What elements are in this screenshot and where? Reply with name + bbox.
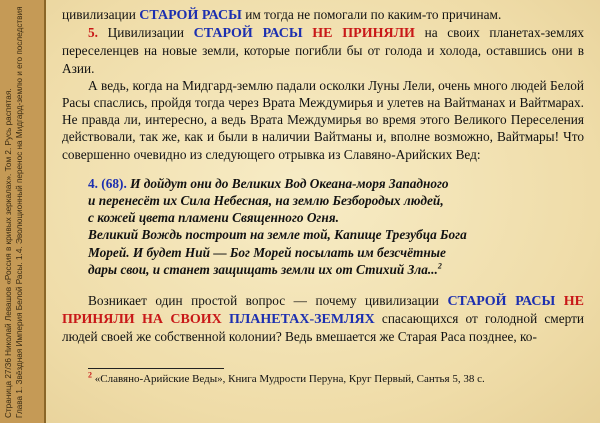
text: цивилизации bbox=[62, 7, 140, 22]
highlight-old-race: СТАРОЙ РАСЫ bbox=[447, 294, 556, 310]
paragraph-3: А ведь, когда на Мидгард-землю падали осколки Луны Лели, очень много людей Белой Расы спаслись, пройдя тогда через Врата Междумирья и улетев на Вайтманах и Вайтмарах. Не правда ли, интересно, а ведь Врата Междумирья во время этого Великого Переселения действовали, так же, как и были в наличии Вайтманы и, вполне возможно, Вайтмары! Что совершенно очевидно из следующего отрывка из Славяно-Арийских Вед: bbox=[62, 77, 584, 162]
item-number: 5. bbox=[88, 25, 98, 41]
quote-text: И дойдут они до Великих Вод Океана-моря Западного bbox=[126, 175, 449, 191]
highlight-not-accepted: НЕ ПРИНЯЛИ bbox=[312, 26, 415, 42]
footnote-text: «Славяно-Арийские Веды», Книга Мудрости Перуна, Круг Первый, Сантья 5, 38 с. bbox=[92, 372, 485, 385]
text bbox=[303, 25, 313, 40]
sidebar-chapter-line: Глава 1. Звёздная Империя Белой Расы. 1.4. Эволюционный перенос на Мидгард-землю и его последствия bbox=[15, 6, 24, 418]
paragraph-2 bbox=[62, 24, 584, 77]
footnote-number: 2 bbox=[88, 370, 92, 379]
text bbox=[222, 311, 229, 326]
quote-line: и перенесёт их Сила Небесная, на землю Безбородых людей, bbox=[88, 193, 444, 209]
quote-line: Великий Вождь построит на земле той, Капище Трезубца Бога bbox=[88, 227, 467, 243]
text: на своих планетах-землях переселенцев на новые земли, которые погибли бы от голода и холода, оставшись они в Азии. bbox=[62, 25, 584, 76]
text: Цивилизации bbox=[97, 25, 194, 41]
quote-line: с кожей цвета пламени Священного Огня. bbox=[88, 210, 339, 226]
document-body bbox=[62, 6, 584, 386]
sidebar-title-line: Страница 27/36 Николай Левашов «Россия в кривых зеркалах». Том 2. Русь распятая. bbox=[4, 88, 13, 418]
page-sidebar bbox=[0, 0, 46, 423]
quote-text: дары свои, и станет защищать земли их от Стихий Зла... bbox=[88, 261, 438, 277]
text: им тогда не помогали по каким-то причинам. bbox=[241, 7, 502, 22]
highlight-old-race: СТАРОЙ РАСЫ bbox=[139, 8, 242, 23]
footnote-ref[interactable]: 2 bbox=[437, 261, 442, 271]
quote-line bbox=[88, 175, 584, 192]
paragraph-4 bbox=[62, 292, 584, 346]
footnote-divider bbox=[88, 368, 224, 369]
text: спасающихся от голодной смерти людей своей же собственной колонии? Ведь вмешается же Старая Раса позднее, ко- bbox=[62, 311, 584, 345]
quote-line bbox=[88, 261, 584, 278]
highlight-not-accepted: НЕ ПРИНЯЛИ НА СВОИХ bbox=[62, 294, 585, 328]
quote-number: 4. (68). bbox=[88, 175, 127, 191]
quote-line: Морей. И будет Ний — Бог Морей посылать им безсчётные bbox=[88, 244, 446, 260]
text: Возникает один простой вопрос — почему цивилизации bbox=[88, 293, 448, 309]
footnote bbox=[62, 370, 584, 386]
veda-quote bbox=[62, 175, 584, 278]
highlight-planets: ПЛАНЕТАХ-ЗЕМЛЯХ bbox=[228, 312, 375, 328]
highlight-old-race: СТАРОЙ РАСЫ bbox=[193, 26, 303, 42]
paragraph-1 bbox=[62, 6, 584, 24]
text bbox=[555, 293, 564, 308]
